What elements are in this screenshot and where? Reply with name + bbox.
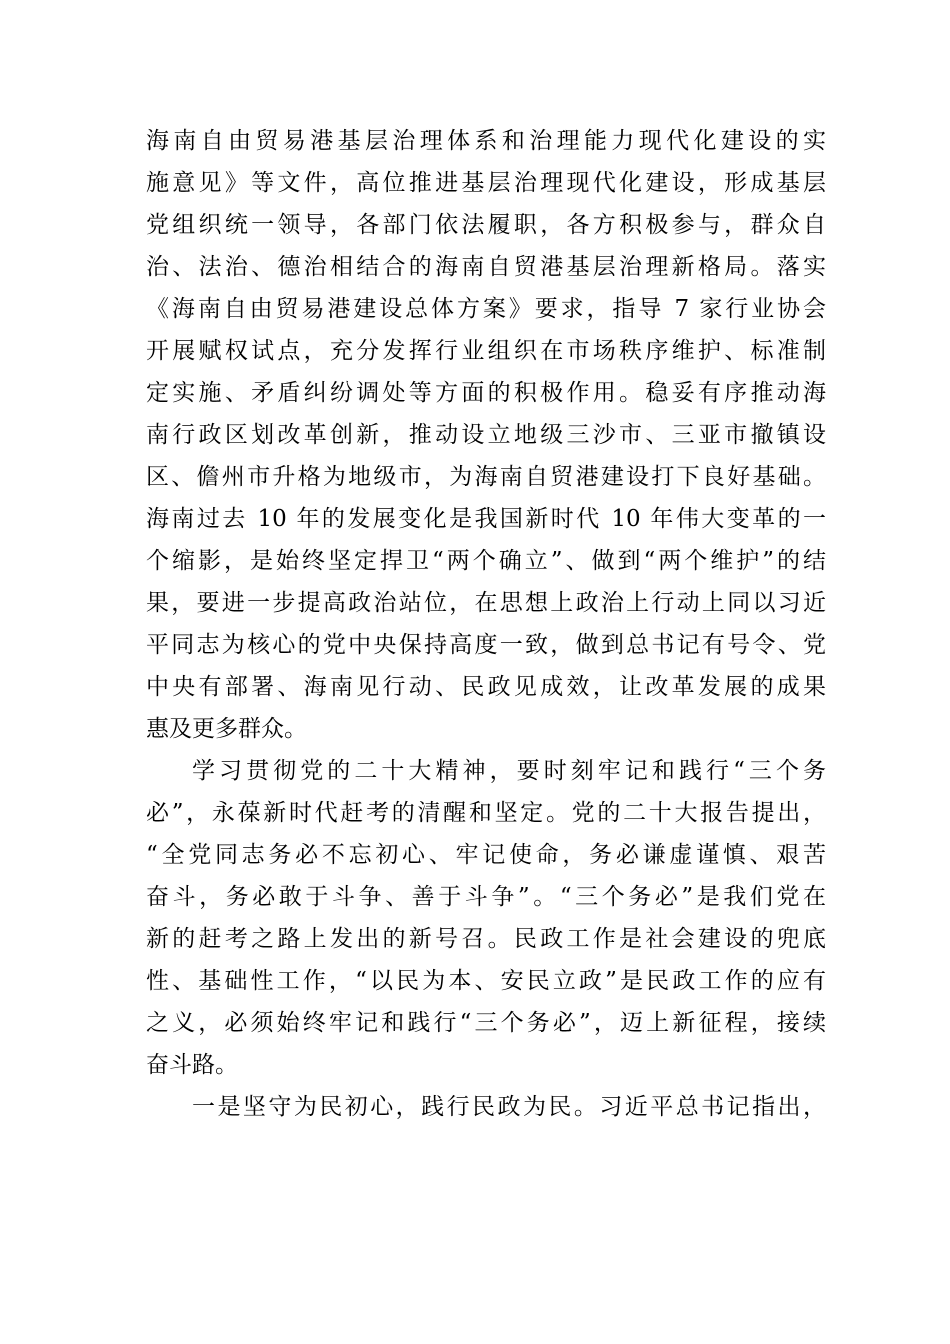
text-line: 惠及更多群众。: [146, 716, 307, 742]
text-line: 海南过去 10 年的发展变化是我国新时代 10 年伟大变革的一: [146, 506, 826, 532]
paragraph-2: [146, 750, 826, 1086]
text-line: 新的赶考之路上发出的新号召。民政工作是社会建设的兜底: [146, 926, 826, 952]
text-line: 平同志为核心的党中央保持高度一致，做到总书记有号令、党: [146, 632, 826, 658]
text-line: 一是坚守为民初心，践行民政为民。习近平总书记指出，: [192, 1094, 826, 1120]
text-line: 性、基础性工作，“以民为本、安民立政”是民政工作的应有: [146, 968, 826, 994]
text-line: 学习贯彻党的二十大精神，要时刻牢记和践行“三个务: [192, 758, 826, 784]
text-line: “全党同志务必不忘初心、牢记使命，务必谦虚谨慎、艰苦: [146, 842, 826, 868]
text-line: 治、法治、德治相结合的海南自贸港基层治理新格局。落实: [146, 254, 826, 280]
text-line: 个缩影，是始终坚定捍卫“两个确立”、做到“两个维护”的结: [146, 548, 826, 574]
text-line: 施意见》等文件，高位推进基层治理现代化建设，形成基层: [146, 170, 826, 196]
paragraph-1: [146, 120, 826, 750]
text-line: 海南自由贸易港基层治理体系和治理能力现代化建设的实: [146, 128, 826, 154]
text-line: 区、儋州市升格为地级市，为海南自贸港建设打下良好基础。: [146, 464, 826, 490]
text-line: 奋斗，务必敢于斗争、善于斗争”。“三个务必”是我们党在: [146, 884, 826, 910]
body-text: [146, 120, 826, 1128]
text-line: 定实施、矛盾纠纷调处等方面的积极作用。稳妥有序推动海: [146, 380, 826, 406]
text-line: 必”，永葆新时代赶考的清醒和坚定。党的二十大报告提出，: [146, 800, 826, 826]
text-line: 中央有部署、海南见行动、民政见成效，让改革发展的成果: [146, 674, 826, 700]
text-line: 之义，必须始终牢记和践行“三个务必”，迈上新征程，接续: [146, 1010, 826, 1036]
paragraph-3: [146, 1086, 826, 1128]
text-line: 《海南自由贸易港建设总体方案》要求，指导 7 家行业协会: [146, 296, 826, 322]
text-line: 果，要进一步提高政治站位，在思想上政治上行动上同以习近: [146, 590, 826, 616]
text-line: 南行政区划改革创新，推动设立地级三沙市、三亚市撤镇设: [146, 422, 826, 448]
text-line: 党组织统一领导，各部门依法履职，各方积极参与，群众自: [146, 212, 826, 238]
text-line: 开展赋权试点，充分发挥行业组织在市场秩序维护、标准制: [146, 338, 826, 364]
text-line: 奋斗路。: [146, 1052, 238, 1078]
